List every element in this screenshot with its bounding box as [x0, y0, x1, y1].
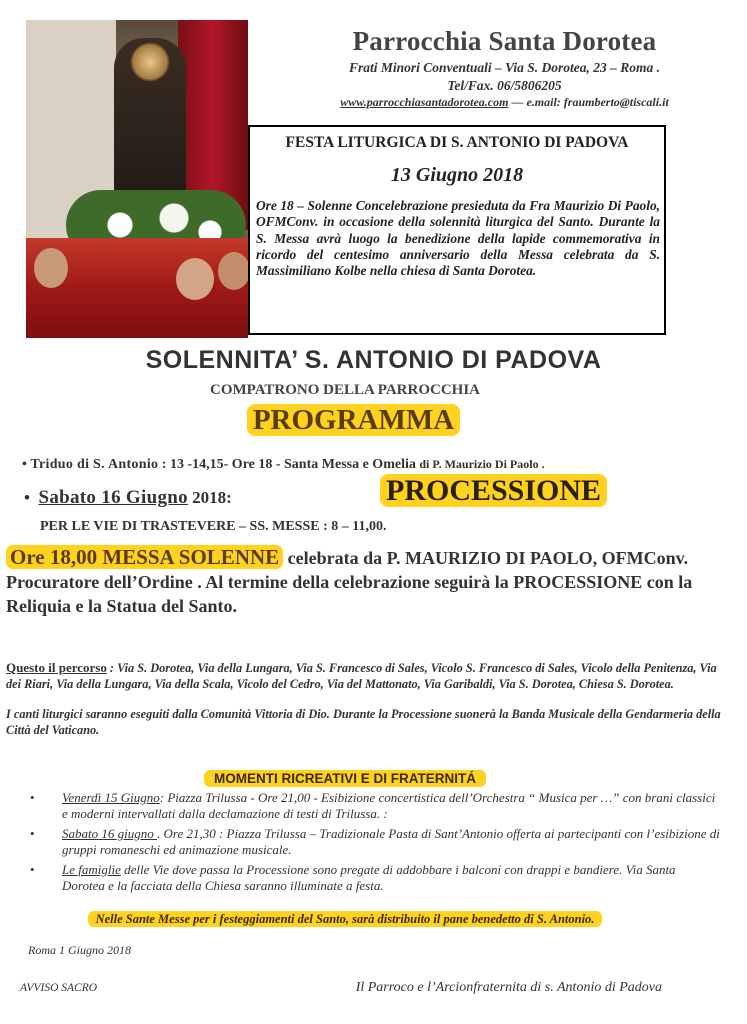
parish-telfax: Tel/Fax. 06/5806205 — [447, 78, 562, 93]
photo-person — [218, 252, 248, 290]
footer-avviso: AVVISO SACRO — [20, 982, 98, 994]
email-text: — e.mail: fraumberto@tiscali.it — [508, 95, 669, 109]
canti-paragraph: I canti liturgici saranno eseguiti dalla Comunità Vittoria di Dio. Durante la Processione suonerà la Banda Musicale della Gendarmeria della Città del Vaticano. — [6, 707, 721, 737]
saint-statue-photo — [26, 20, 248, 338]
percorso-text: : Via S. Dorotea, Via della Lungara, Via S. Francesco di Sales, Vicolo S. Francesco di Sales, Vicolo della Penitenza, Via dei Riari, Via della Lungara, Via della Scala, Vicolo del Cedro, Via del Mattonato, Via Garibaldi, Via S. Dorotea, Chiesa S. Dorotea. — [6, 661, 717, 691]
sabato-label: Sabato 16 Giugno — [38, 487, 188, 508]
pane-text: Nelle Sante Messe per i festeggiamenti del Santo, sarà distribuito il pane benedetto di S. Antonio. — [88, 911, 603, 927]
photo-person — [34, 248, 68, 288]
parish-address: Frati Minori Conventuali – Via S. Dorotea, 23 – Roma . — [349, 60, 660, 75]
copatron-subheading: COMPATRONO DELLA PARROCCHIA — [210, 382, 480, 398]
list-item — [30, 862, 720, 894]
parish-title: Parrocchia Santa Dorotea — [352, 26, 657, 56]
item-text: : Piazza Trilussa - Ore 21,00 - Esibizione concertistica dell’Orchestra “ Musica per …” con brani classici e moderni intervallati dalla declamazione di testi di Trilussa. : — [62, 790, 716, 821]
photo-person — [176, 258, 214, 300]
percorso-paragraph — [6, 660, 722, 692]
triduo-line — [22, 457, 742, 473]
programma-heading — [0, 404, 707, 437]
triduo-text: : 13 -14,15- Ore 18 - Santa Messa e Omelia — [158, 457, 420, 472]
sabato-year: 2018: — [187, 488, 232, 507]
parish-contacts — [262, 95, 747, 110]
bullet: • — [30, 826, 35, 841]
item-text: delle Vie dove passa la Processione sono pregate di addobbare i balconi con drappi e bandiere. Via Santa Dorotea e la facciata della Chiesa saranno illuminate a festa. — [62, 862, 676, 893]
momenti-heading — [0, 771, 690, 786]
processione-label: PROCESSIONE — [380, 474, 607, 507]
footer-date: Roma 1 Giugno 2018 — [28, 943, 131, 957]
messa-solenne-text: celebrata da P. MAURIZIO DI PAOLO, OFMConv. Procuratore dell’Ordine . Al termine della celebrazione seguirà la PROCESSIONE con la Reliquia e la Statua del Santo. — [6, 548, 693, 616]
list-item — [30, 790, 720, 822]
processione-heading — [380, 474, 607, 508]
programma-label: PROGRAMMA — [247, 404, 460, 436]
pane-notice — [0, 912, 690, 927]
sabato-line — [24, 487, 364, 509]
list-item — [30, 826, 720, 858]
bullet: • — [22, 457, 31, 472]
messa-solenne-highlight: Ore 18,00 MESSA SOLENNE — [6, 545, 283, 569]
streets-mass-line: PER LE VIE DI TRASTEVERE – SS. MESSE : 8 – 11,00. — [40, 519, 387, 534]
momenti-list — [30, 790, 720, 898]
footer-signature: Il Parroco e l’Arcionfraternita di s. Antonio di Padova — [355, 980, 662, 995]
website-link[interactable]: www.parrocchiasantadorotea.com — [340, 95, 509, 109]
feast-text: Ore 18 – Solenne Concelebrazione presieduta da Fra Maurizio Di Paolo, OFMConv. in occasione della solennità liturgica del Santo. Durante la S. Messa avrà luogo la benedizione della lapide commemorativa in ricordo del centesimo anniversario della Messa celebrata da S. Massimiliano Kolbe nella chiesa di Santa Dorotea. — [256, 198, 660, 279]
feast-date: 13 Giugno 2018 — [390, 164, 524, 186]
bullet: • — [30, 862, 35, 877]
photo-halo — [130, 42, 170, 82]
triduo-label: Triduo di S. Antonio — [30, 457, 159, 472]
feast-title: FESTA LITURGICA DI S. ANTONIO DI PADOVA — [285, 134, 629, 151]
solemnity-heading: SOLENNITA’ S. ANTONIO DI PADOVA — [145, 346, 602, 374]
item-label: Venerdì 15 Giugno — [62, 790, 160, 805]
bullet: • — [24, 488, 39, 507]
triduo-celebrant: di P. Maurizio Di Paolo . — [419, 457, 545, 471]
item-text: . Ore 21,30 : Piazza Trilussa – Tradizionale Pasta di Sant’Antonio offerta ai partecipanti con l’esibizione di gruppi romaneschi ed animazione musicale. — [62, 826, 720, 857]
bullet: • — [30, 790, 35, 805]
messa-solenne-paragraph — [6, 545, 718, 618]
item-label: Sabato 16 giugno — [62, 826, 157, 841]
item-label: Le famiglie — [62, 862, 121, 877]
percorso-label: Questo il percorso — [6, 660, 107, 675]
momenti-label: MOMENTI RICREATIVI E DI FRATERNITÁ — [204, 770, 486, 787]
